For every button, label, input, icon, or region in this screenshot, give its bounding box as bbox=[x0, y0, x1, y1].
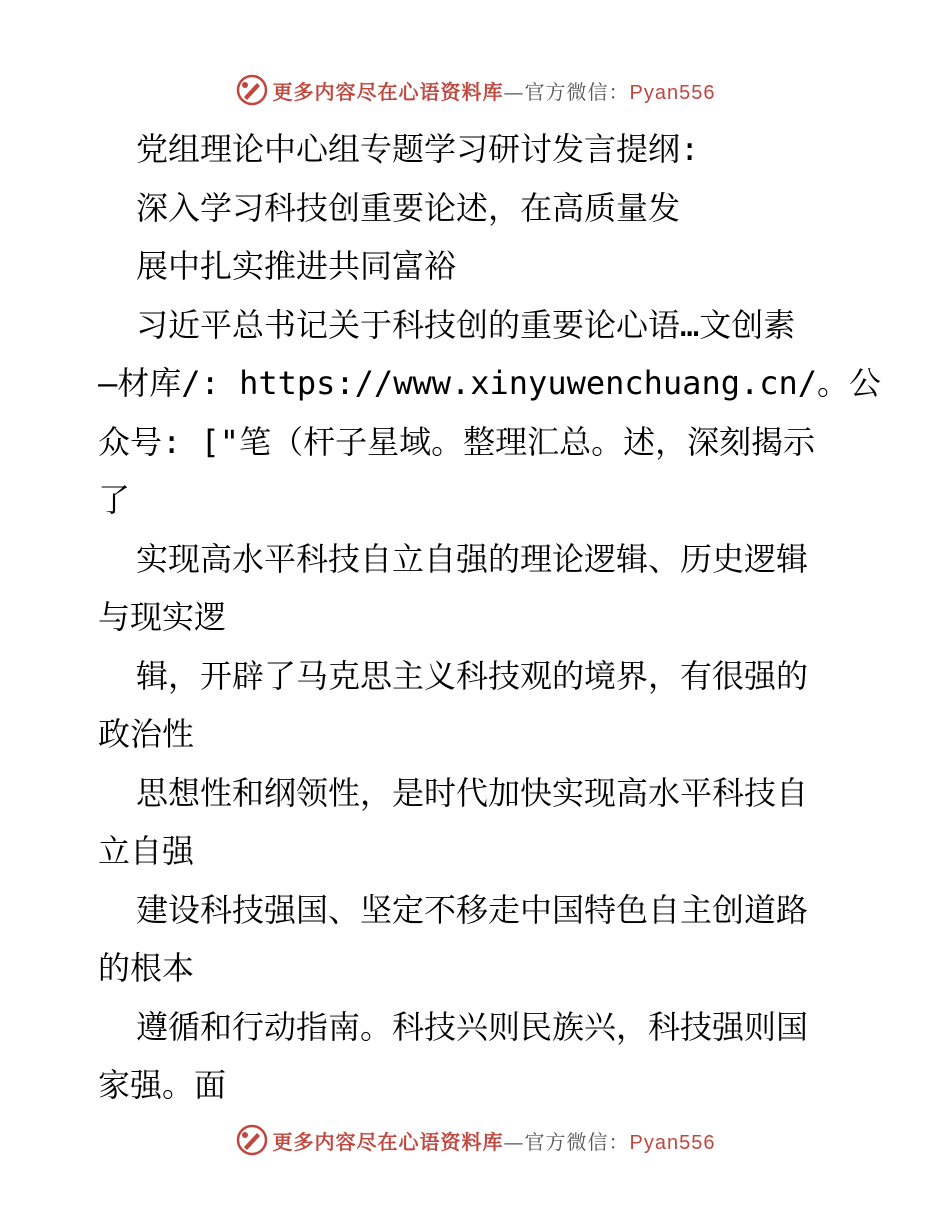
header-watermark-banner bbox=[0, 70, 950, 110]
text-line: 遵循和行动指南。科技兴则民族兴，科技强则国 bbox=[136, 1007, 809, 1046]
banner-text: 更多内容尽在心语资料库—官方微信：Pyan556 bbox=[272, 79, 716, 104]
text-line: 习近平总书记关于科技创的重要论心语…文创素 bbox=[136, 305, 796, 344]
text-line: 深入学习科技创重要论述，在高质量发 bbox=[136, 188, 681, 227]
text-line: 展中扎实推进共同富裕 bbox=[136, 247, 457, 285]
text-line: 众号: ["笔（杆子星域。整理汇总。述，深刻揭示 bbox=[98, 422, 816, 461]
brand-logo-icon bbox=[235, 1123, 269, 1157]
text-line: 辑，开辟了马克思主义科技观的境界，有很强的 bbox=[136, 656, 809, 695]
text-line: 与现实逻 bbox=[98, 598, 227, 636]
document-body bbox=[98, 120, 882, 1115]
text-line: 立自强 bbox=[98, 832, 195, 870]
banner-text: 更多内容尽在心语资料库—官方微信：Pyan556 bbox=[272, 1129, 716, 1154]
text-line: 了 bbox=[98, 481, 131, 519]
text-line: 建设科技强国、坚定不移走中国特色自主创道路 bbox=[136, 890, 809, 929]
text-line: 实现高水平科技自立自强的理论逻辑、历史逻辑 bbox=[136, 539, 809, 578]
text-line: 思想性和纲领性，是时代加快实现高水平科技自 bbox=[136, 773, 809, 812]
text-line: 政治性 bbox=[98, 715, 195, 753]
brand-logo-icon bbox=[235, 73, 269, 107]
text-line: 家强。面 bbox=[98, 1066, 227, 1104]
text-line: 党组理论中心组专题学习研讨发言提纲: bbox=[136, 130, 700, 168]
text-line: 的根本 bbox=[98, 949, 195, 987]
footer-watermark-banner bbox=[0, 1120, 950, 1160]
text-line: —材库/: https://www.xinyuwenchuang.cn/。公 bbox=[98, 364, 882, 402]
